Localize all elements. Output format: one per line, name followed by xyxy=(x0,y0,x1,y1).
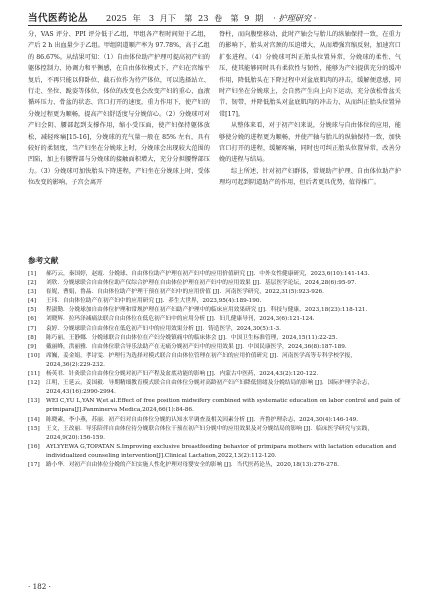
body-column-left xyxy=(28,29,210,189)
reference-number: [5] xyxy=(28,307,37,314)
reference-number: [14] xyxy=(28,416,40,423)
issue-info: 2025 年 3 月下 第 23 卷 第 9 期 xyxy=(106,13,264,23)
reference-item xyxy=(28,279,402,288)
body-column-right xyxy=(219,29,401,189)
reference-text: WEI C,YU L,YAN W,et al.Effect of free position midwifery combined with systematic education on labor control and pain of primipara[J].Panminerva Medica,2024,66(1):84-86. xyxy=(46,398,400,414)
reference-item xyxy=(28,315,402,324)
reference-number: [4] xyxy=(28,298,37,305)
reference-item xyxy=(28,416,402,425)
reference-item xyxy=(28,297,402,306)
reference-number: [3] xyxy=(28,289,37,296)
reference-item xyxy=(28,425,402,443)
paragraph: 从整体来看，对于初产妇来说，分娩球与自由体位的应用，能够使分娩的进程更为顺畅，并使产轴与胎儿的纵轴保持一致，加快宫口打开的进程，缓解疼痛，同时也可纠正胎头位置异常，改善分娩的进程与结局。 xyxy=(219,122,401,164)
reference-text: 王文，王改丽．导乐陪伴自由体位待分娩联合体位干预在初产妇分娩中的应用效果及对分娩结局的影响 [J]．临床医学研究与实践，2024,9(20):156-159. xyxy=(46,425,374,441)
paragraph: 脊柱，而向腹壁移动，此时产轴会与胎儿的纵轴保持一致，在重力的影响下，胎头对宫颈的压迫增大，从而增强宫缩反射，加速宫口扩张进程。（4）分娩球可纠正胎头位置异常，分娩球的柔性、气压，使其能够同时具有柔软性与韧性，能够为产妇提供充分的缓冲作用，降低胎头在下降过程中对盆底肌肉的冲击，缓解便意感，同时产妇坐在分娩球上，会自然产生向上向下运动，充分放松骨盆关节、韧带，并降低胎头对盆底肌肉的冲击力，从而纠正胎头位置异常[17]。 xyxy=(219,31,401,118)
reference-item xyxy=(28,379,402,397)
reference-list xyxy=(28,270,402,470)
reference-number: [16] xyxy=(28,443,40,450)
reference-item xyxy=(28,370,402,379)
paragraph: 分，VAS 评分、PPI 评分低于乙组，甲组各产程时间短于乙组，产后 2 h 出血量少于乙组。甲组阴道顺产率为 97.78%，高于乙组的 86.67%。从结果可知：（1）自由体位助产护理可提高初产妇的躯体控制力、协调力和平衡感，在自由体位模式下，产妇在宫缩平复后，不再只能以仰卧位、截石位作为待产体位，可以选择站立、行走、坐位、跪姿等体位，体位的改变也会改变产妇的重心，血液循环压力、骨盆的状态、宫口打开的速度，重力作用下，使产妇的分娩过程更为顺畅，提高产妇舒适度与分娩信心。（2）分娩球可对产妇会阴、腰部起到支撑作用，缩小受压面，使产妇保持躯体放松，减轻疼痛[15-16]，分娩球的充气量一般在 85% 左右，具有较好的柔韧度，当产妇坐在分娩球上时，分娩球会出现较大范围的凹陷，加上有腰臀部与分娩球的接触面积增大，充分分担腰臀部压力。（3）分娩球可加快胎头下降进程，产妇坐在分娩球上时，受体位改变的影响，子宫会离开 xyxy=(28,31,210,187)
reference-text: 袁婷．分娩球联合自由体位在低危初产妇中的应用效果分析 [J]．铸造医学，2024,30(5):1-3. xyxy=(46,325,281,332)
reference-text: 陈晓素，李小燕，苏丽．初产妇对自由体位分娩的认知水平调查及相关因素分析 [J]．齐鲁护理杂志，2024,30(4):146-149. xyxy=(46,416,359,423)
reference-number: [11] xyxy=(28,371,40,378)
reference-item xyxy=(28,352,402,370)
reference-text: 席巍，姜金娟，孝诗雯．护理行为选择对模式联合自由体位管理在初产妇的应用价值研究 [J]．河南医学高等专科学校学报，2024,36(2):229-232. xyxy=(46,352,356,368)
section-name: · 护理研究 · xyxy=(273,13,317,23)
journal-name: 当代医药论丛 xyxy=(28,13,89,24)
page-number: · 182 · xyxy=(28,582,51,591)
reference-text: 程淑勤．分娩球加自由体位护理和常规护理在初产妇助产护理中的临床应用效果研究 [J]．科技与健康，2023,18(23):118-121. xyxy=(46,307,368,314)
running-header xyxy=(28,10,402,26)
reference-text: 戴丽峰，洪丽雅．自由体位联合导乐法助产在无痛分娩初产妇中的应用效果 [J]．中国民康医学，2024,36(8):187-189. xyxy=(46,343,347,350)
reference-text: 陈巧丽，王静娜．分娩球联合自由体位在产妇分娩镇痛中的临床体会 [J]．中国卫生标准管理，2024,15(11):22-25. xyxy=(46,334,338,341)
reference-item xyxy=(28,325,402,334)
reference-number: [9] xyxy=(28,343,37,350)
reference-item xyxy=(28,343,402,352)
reference-text: AYLYYEWA G,TOPATAN S.Improving exclusive breastfeeding behavior of primipara mothers with lactation education and individualized counseling intervention[J].Clinical Lactation,2022,13(2):112-120. xyxy=(46,443,397,459)
reference-text: 王玮．自由体位助产在初产妇中的应用研究 [J]．养生大世界，2023,95(4):189-190. xyxy=(46,298,262,305)
reference-text: 郝巧云，秦国婷，赵霞．分娩球、自由体位助产护理在初产妇中的应用价值研究 [J]．中外女性健康研究，2023,6(10):141-143. xyxy=(46,271,370,277)
reference-number: [10] xyxy=(28,352,40,359)
reference-item xyxy=(28,270,402,279)
reference-item xyxy=(28,397,402,415)
reference-number: [1] xyxy=(28,271,37,277)
reference-number: [2] xyxy=(28,280,37,287)
reference-number: [13] xyxy=(28,398,40,405)
reference-text: 崔妮，曹娟，鲁晶．自由体位助产护理干预在初产妇中的应用价值 [J]．河南医学研究，2022,31(5):923-926. xyxy=(46,289,324,296)
reference-number: [7] xyxy=(28,325,37,332)
references-title: 参考文献 xyxy=(28,256,59,265)
reference-number: [8] xyxy=(28,334,37,341)
reference-item xyxy=(28,334,402,343)
reference-item xyxy=(28,443,402,461)
reference-text: 路小华．对初产自由体位分娩的产妇实施人性化护理对母婴安全的影响 [J]．当代医药论丛，2020,18(13):276-278. xyxy=(46,461,339,468)
reference-item xyxy=(28,306,402,315)
reference-number: [12] xyxy=(28,380,40,387)
reference-number: [15] xyxy=(28,425,40,432)
reference-text: 杨英君．针灸联合自由体位分娩对初产妇产程及盆底功能的影响 [J]．内蒙古中医药，2024,43(2):120-122. xyxy=(46,371,319,378)
reference-number: [17] xyxy=(28,461,40,468)
reference-text: 刘欣．分娩球联合自由体位助产仪综合护理在自由体位护理在初产妇中的应用效果 [J]．基层医学论坛，2024,28(6):95-97. xyxy=(46,280,357,287)
reference-number: [6] xyxy=(28,316,37,323)
reference-text: 江明，王延云，姜国毅．导期精细教育模式联合自由体位分娩对高龄初产妇产妇降低情绪及分娩结局的影响 [J]．国际护理学杂志，2024,43(16):2990-2994. xyxy=(46,380,374,396)
reference-item xyxy=(28,461,402,470)
header-rule xyxy=(28,25,402,26)
reference-text: 刘晓辉．拉玛泽减痛法联合自由体位在低危初产妇中的应用分析 [J]．妇儿健康导刊，2024,3(6):121-124. xyxy=(46,316,315,323)
paragraph: 综上所述，针对初产妇群体，常规助产护理、自由体位助产护理均可起到阴道助产的作用，但后者更具优势，值得推广。 xyxy=(219,167,401,187)
reference-item xyxy=(28,288,402,297)
